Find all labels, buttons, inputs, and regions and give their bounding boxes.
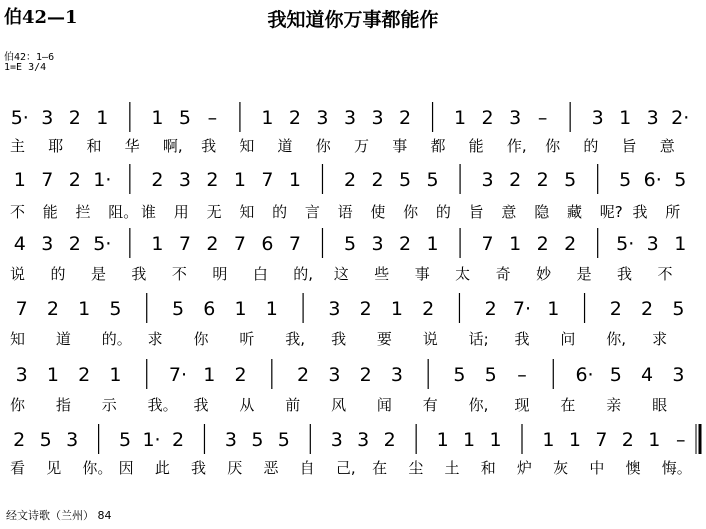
note: 4 (641, 364, 654, 386)
note: 5 (484, 364, 497, 386)
lyric-syllable: 你 (10, 396, 26, 414)
note: 4 (13, 233, 26, 255)
lyric-syllable: 啊, (162, 137, 183, 155)
note: 1 (233, 169, 246, 191)
note: 2· (671, 107, 690, 129)
lyric-syllable: 意 (659, 137, 675, 155)
lyric-syllable: 拦 (75, 203, 91, 221)
lyric-syllable: 的 (272, 203, 288, 221)
lyric-syllable: 闻 (376, 396, 392, 414)
note: 3 (646, 107, 659, 129)
lyric-syllable: 的 (50, 265, 66, 283)
note: 7 (15, 298, 28, 320)
note: 7 (481, 233, 494, 255)
note: 3 (646, 233, 659, 255)
note: 2 (288, 107, 302, 129)
lyric-syllable: 问 (560, 330, 576, 348)
lyric-syllable: 的 (435, 203, 451, 221)
lyric-syllable: 旨 (621, 137, 637, 155)
lyric-syllable: 的, (293, 265, 314, 283)
note: 7 (233, 233, 246, 255)
note: 2 (68, 169, 81, 191)
note: 1 (568, 429, 581, 451)
note: 2 (359, 364, 372, 386)
note: 3 (330, 429, 343, 451)
note: 1 (151, 233, 164, 255)
lyric-syllable: 知 (10, 330, 26, 348)
lyric-syllable: 谁 (141, 203, 157, 221)
lyric-syllable: 你 (193, 330, 209, 348)
lyric-syllable: 和 (86, 137, 102, 155)
note: 5 (178, 107, 191, 129)
note: 2 (398, 233, 412, 255)
note: 6 (203, 298, 216, 320)
lyric-syllable: 尘 (408, 459, 424, 477)
lyric-syllable: 在 (560, 396, 576, 414)
lyric-syllable: 知 (239, 137, 255, 155)
note: 1 (547, 298, 560, 320)
lyric-syllable: 不 (171, 265, 187, 283)
lyric-syllable: 无 (206, 203, 222, 221)
lyric-syllable: 炉 (516, 459, 532, 477)
lyric-syllable: 我 (193, 396, 209, 414)
lyric-syllable: 能 (468, 137, 484, 155)
note: 1 (203, 364, 216, 386)
lyric-syllable: 不 (657, 265, 673, 283)
note: 2 (422, 298, 435, 320)
lyric-syllable: 有 (422, 396, 438, 414)
lyric-syllable: 你, (606, 330, 627, 348)
note: 2 (621, 429, 634, 451)
lyric-syllable: 阻。 (108, 203, 139, 221)
note: 7 (41, 169, 54, 191)
note: 3 (178, 169, 191, 191)
lyric-syllable: 主 (10, 137, 26, 155)
note: 2 (536, 169, 549, 191)
lyric-syllable: 中 (589, 459, 605, 477)
note: 2 (509, 169, 522, 191)
note: 1 (542, 429, 555, 451)
note: 2 (171, 429, 185, 451)
note: 6· (643, 169, 662, 191)
note: 1 (454, 107, 467, 129)
note: 3 (41, 107, 54, 129)
lyric-syllable: 自 (299, 459, 315, 477)
lyric-syllable: 都 (430, 137, 446, 155)
note: 7 (595, 429, 608, 451)
note: 2 (609, 298, 622, 320)
note: 1 (426, 233, 439, 255)
lyric-syllable: 亲 (606, 396, 622, 414)
note: 5 (343, 233, 357, 255)
lyric-syllable: 从 (239, 396, 255, 414)
lyric-syllable: 现 (514, 396, 530, 414)
lyric-syllable: 在 (372, 459, 388, 477)
lyric-syllable: 你 (315, 137, 331, 155)
lyric-syllable: 你。 (82, 459, 113, 477)
note: 2 (359, 298, 372, 320)
lyric-syllable: 话; (468, 330, 489, 348)
lyric-syllable: 白 (252, 265, 268, 283)
lyric-syllable: 事 (392, 137, 408, 155)
note: 5 (672, 298, 685, 320)
lyric-syllable: 我, (285, 330, 305, 348)
lyric-syllable: 看 (10, 459, 26, 477)
note: 3 (328, 298, 341, 320)
note: 3 (224, 429, 237, 451)
lyric-syllable: 悔。 (661, 459, 692, 477)
note: 5 (109, 298, 122, 320)
note: 2 (234, 364, 247, 386)
note: 2 (371, 169, 384, 191)
lyric-syllable: 你 (545, 137, 561, 155)
lyric-syllable: 我 (617, 265, 633, 283)
lyric-syllable: 我 (201, 137, 217, 155)
lyric-syllable: 用 (173, 203, 189, 221)
note: 3 (66, 429, 79, 451)
lyric-syllable: 耶 (48, 137, 64, 155)
note: 2 (641, 298, 654, 320)
note: 6· (575, 364, 594, 386)
note: 2 (151, 169, 164, 191)
note: 3 (343, 107, 357, 129)
note: 2 (46, 298, 59, 320)
lyric-syllable: 呢? (599, 203, 623, 221)
note: 5 (171, 298, 185, 320)
lyric-syllable: 见 (46, 459, 62, 477)
note: 5 (674, 169, 687, 191)
lyric-syllable: 我 (632, 203, 648, 221)
note: 1 (109, 364, 122, 386)
lyric-syllable: 厌 (227, 459, 243, 477)
note: 1 (78, 298, 91, 320)
note: 1 (234, 298, 247, 320)
lyric-syllable: 听 (239, 330, 255, 348)
note: 7· (168, 364, 188, 386)
note: 3 (316, 107, 329, 129)
lyric-syllable: 说 (422, 330, 438, 348)
scripture-reference: 伯42：1—6 (4, 52, 55, 63)
note: 2 (398, 107, 412, 129)
lyric-syllable: 道 (55, 330, 71, 348)
note: 7 (261, 169, 274, 191)
note: 3 (371, 233, 384, 255)
lyric-syllable: 是 (90, 265, 106, 283)
lyric-syllable: 作, (506, 137, 527, 155)
note: 6 (261, 233, 274, 255)
note: 3 (591, 107, 604, 129)
note: 1 (265, 298, 278, 320)
lyric-syllable: 语 (337, 203, 353, 221)
note: 1 (261, 107, 274, 129)
note: 5 (277, 429, 290, 451)
note: 5· (10, 107, 29, 129)
note: 2 (343, 169, 357, 191)
note: 3 (481, 169, 494, 191)
note: 1 (648, 429, 661, 451)
lyric-syllable: 是 (576, 265, 592, 283)
lyric-syllable: 道 (277, 137, 293, 155)
lyric-syllable: 灰 (553, 459, 569, 477)
note: 3 (15, 364, 28, 386)
note: 1 (463, 429, 476, 451)
note: 3 (390, 364, 403, 386)
note: 5 (453, 364, 466, 386)
note: 1 (288, 169, 302, 191)
lyric-syllable: 你 (403, 203, 419, 221)
lyric-syllable: 我。 (147, 396, 178, 414)
note: 3 (371, 107, 384, 129)
lyric-syllable: 求 (147, 330, 163, 348)
lyric-syllable: 华 (124, 137, 140, 155)
note: 1· (142, 429, 161, 451)
note: 1 (13, 169, 26, 191)
hymn-number: 伯42—1 (4, 7, 78, 28)
note: 2 (383, 429, 396, 451)
lyric-syllable: 示 (101, 396, 117, 414)
lyric-syllable: 要 (376, 330, 392, 348)
lyric-syllable: 此 (154, 459, 170, 477)
note: 5 (426, 169, 439, 191)
note: 5 (398, 169, 412, 191)
note: 2 (484, 298, 497, 320)
lyric-syllable: 些 (374, 265, 390, 283)
lyric-syllable: 明 (212, 265, 228, 283)
lyric-syllable: 指 (55, 396, 71, 414)
note: 7· (512, 298, 532, 320)
note: – (207, 107, 218, 129)
note: – (517, 364, 527, 386)
note: 5· (616, 233, 635, 255)
lyric-syllable: 我 (131, 265, 147, 283)
lyric-syllable: 的。 (101, 330, 132, 348)
lyric-syllable: 万 (354, 137, 370, 155)
note: 5 (119, 429, 132, 451)
note: 1 (674, 233, 687, 255)
lyric-syllable: 太 (455, 265, 471, 283)
note: 2 (78, 364, 91, 386)
lyric-syllable: 能 (42, 203, 58, 221)
note: 5 (564, 169, 577, 191)
note: 2 (564, 233, 577, 255)
lyric-syllable: 隐 (534, 203, 550, 221)
lyric-syllable: 前 (285, 396, 301, 414)
source-note: 经文诗歌（兰州） 84 (6, 509, 112, 522)
lyric-syllable: 恶 (263, 459, 279, 477)
note: 1 (151, 107, 164, 129)
note: 1· (93, 169, 112, 191)
note: – (537, 107, 548, 129)
note: – (676, 429, 686, 451)
note: 7 (178, 233, 191, 255)
note: 2 (481, 107, 494, 129)
lyric-syllable: 意 (501, 203, 517, 221)
lyric-syllable: 我 (331, 330, 347, 348)
lyric-syllable: 旨 (468, 203, 484, 221)
note: 1 (46, 364, 59, 386)
lyric-syllable: 奇 (495, 265, 511, 283)
lyric-syllable: 这 (333, 265, 349, 283)
note: 3 (357, 429, 370, 451)
lyric-syllable: 风 (331, 396, 347, 414)
note: 5 (251, 429, 264, 451)
lyric-syllable: 知 (239, 203, 255, 221)
lyric-syllable: 不 (10, 203, 26, 221)
note: 5 (619, 169, 632, 191)
note: 1 (489, 429, 502, 451)
note: 1 (390, 298, 403, 320)
lyric-syllable: 我 (191, 459, 207, 477)
lyric-syllable: 使 (370, 203, 386, 221)
note: 1 (619, 107, 632, 129)
lyric-syllable: 言 (304, 203, 320, 221)
lyric-syllable: 土 (444, 459, 460, 477)
note: 1 (96, 107, 109, 129)
note: 2 (68, 107, 81, 129)
lyric-syllable: 藏 (566, 203, 582, 221)
lyric-syllable: 求 (652, 330, 668, 348)
note: 2 (297, 364, 310, 386)
lyric-syllable: 事 (414, 265, 430, 283)
note: 1 (509, 233, 522, 255)
note: 7 (288, 233, 302, 255)
lyric-syllable: 因 (118, 459, 134, 477)
lyric-syllable: 妙 (536, 265, 552, 283)
note: 2 (13, 429, 26, 451)
lyric-syllable: 所 (665, 203, 681, 221)
note: 3 (328, 364, 341, 386)
note: 5· (93, 233, 112, 255)
note: 3 (672, 364, 685, 386)
note: 5 (609, 364, 622, 386)
note: 2 (206, 169, 219, 191)
note: 5 (39, 429, 52, 451)
lyric-syllable: 你, (468, 396, 489, 414)
note: 2 (206, 233, 219, 255)
note: 1 (436, 429, 449, 451)
note: 2 (536, 233, 549, 255)
lyric-syllable: 的 (583, 137, 599, 155)
song-title: 我知道你万事都能作 (267, 9, 439, 31)
note: 3 (41, 233, 54, 255)
lyric-syllable: 和 (480, 459, 496, 477)
key-signature: 1=E 3/4 (4, 62, 47, 73)
lyric-syllable: 说 (10, 265, 26, 283)
note: 3 (509, 107, 522, 129)
lyric-syllable: 懊 (625, 459, 641, 477)
note: 2 (68, 233, 81, 255)
lyric-syllable: 己, (335, 459, 356, 477)
lyric-syllable: 眼 (652, 396, 668, 414)
lyric-syllable: 我 (514, 330, 530, 348)
